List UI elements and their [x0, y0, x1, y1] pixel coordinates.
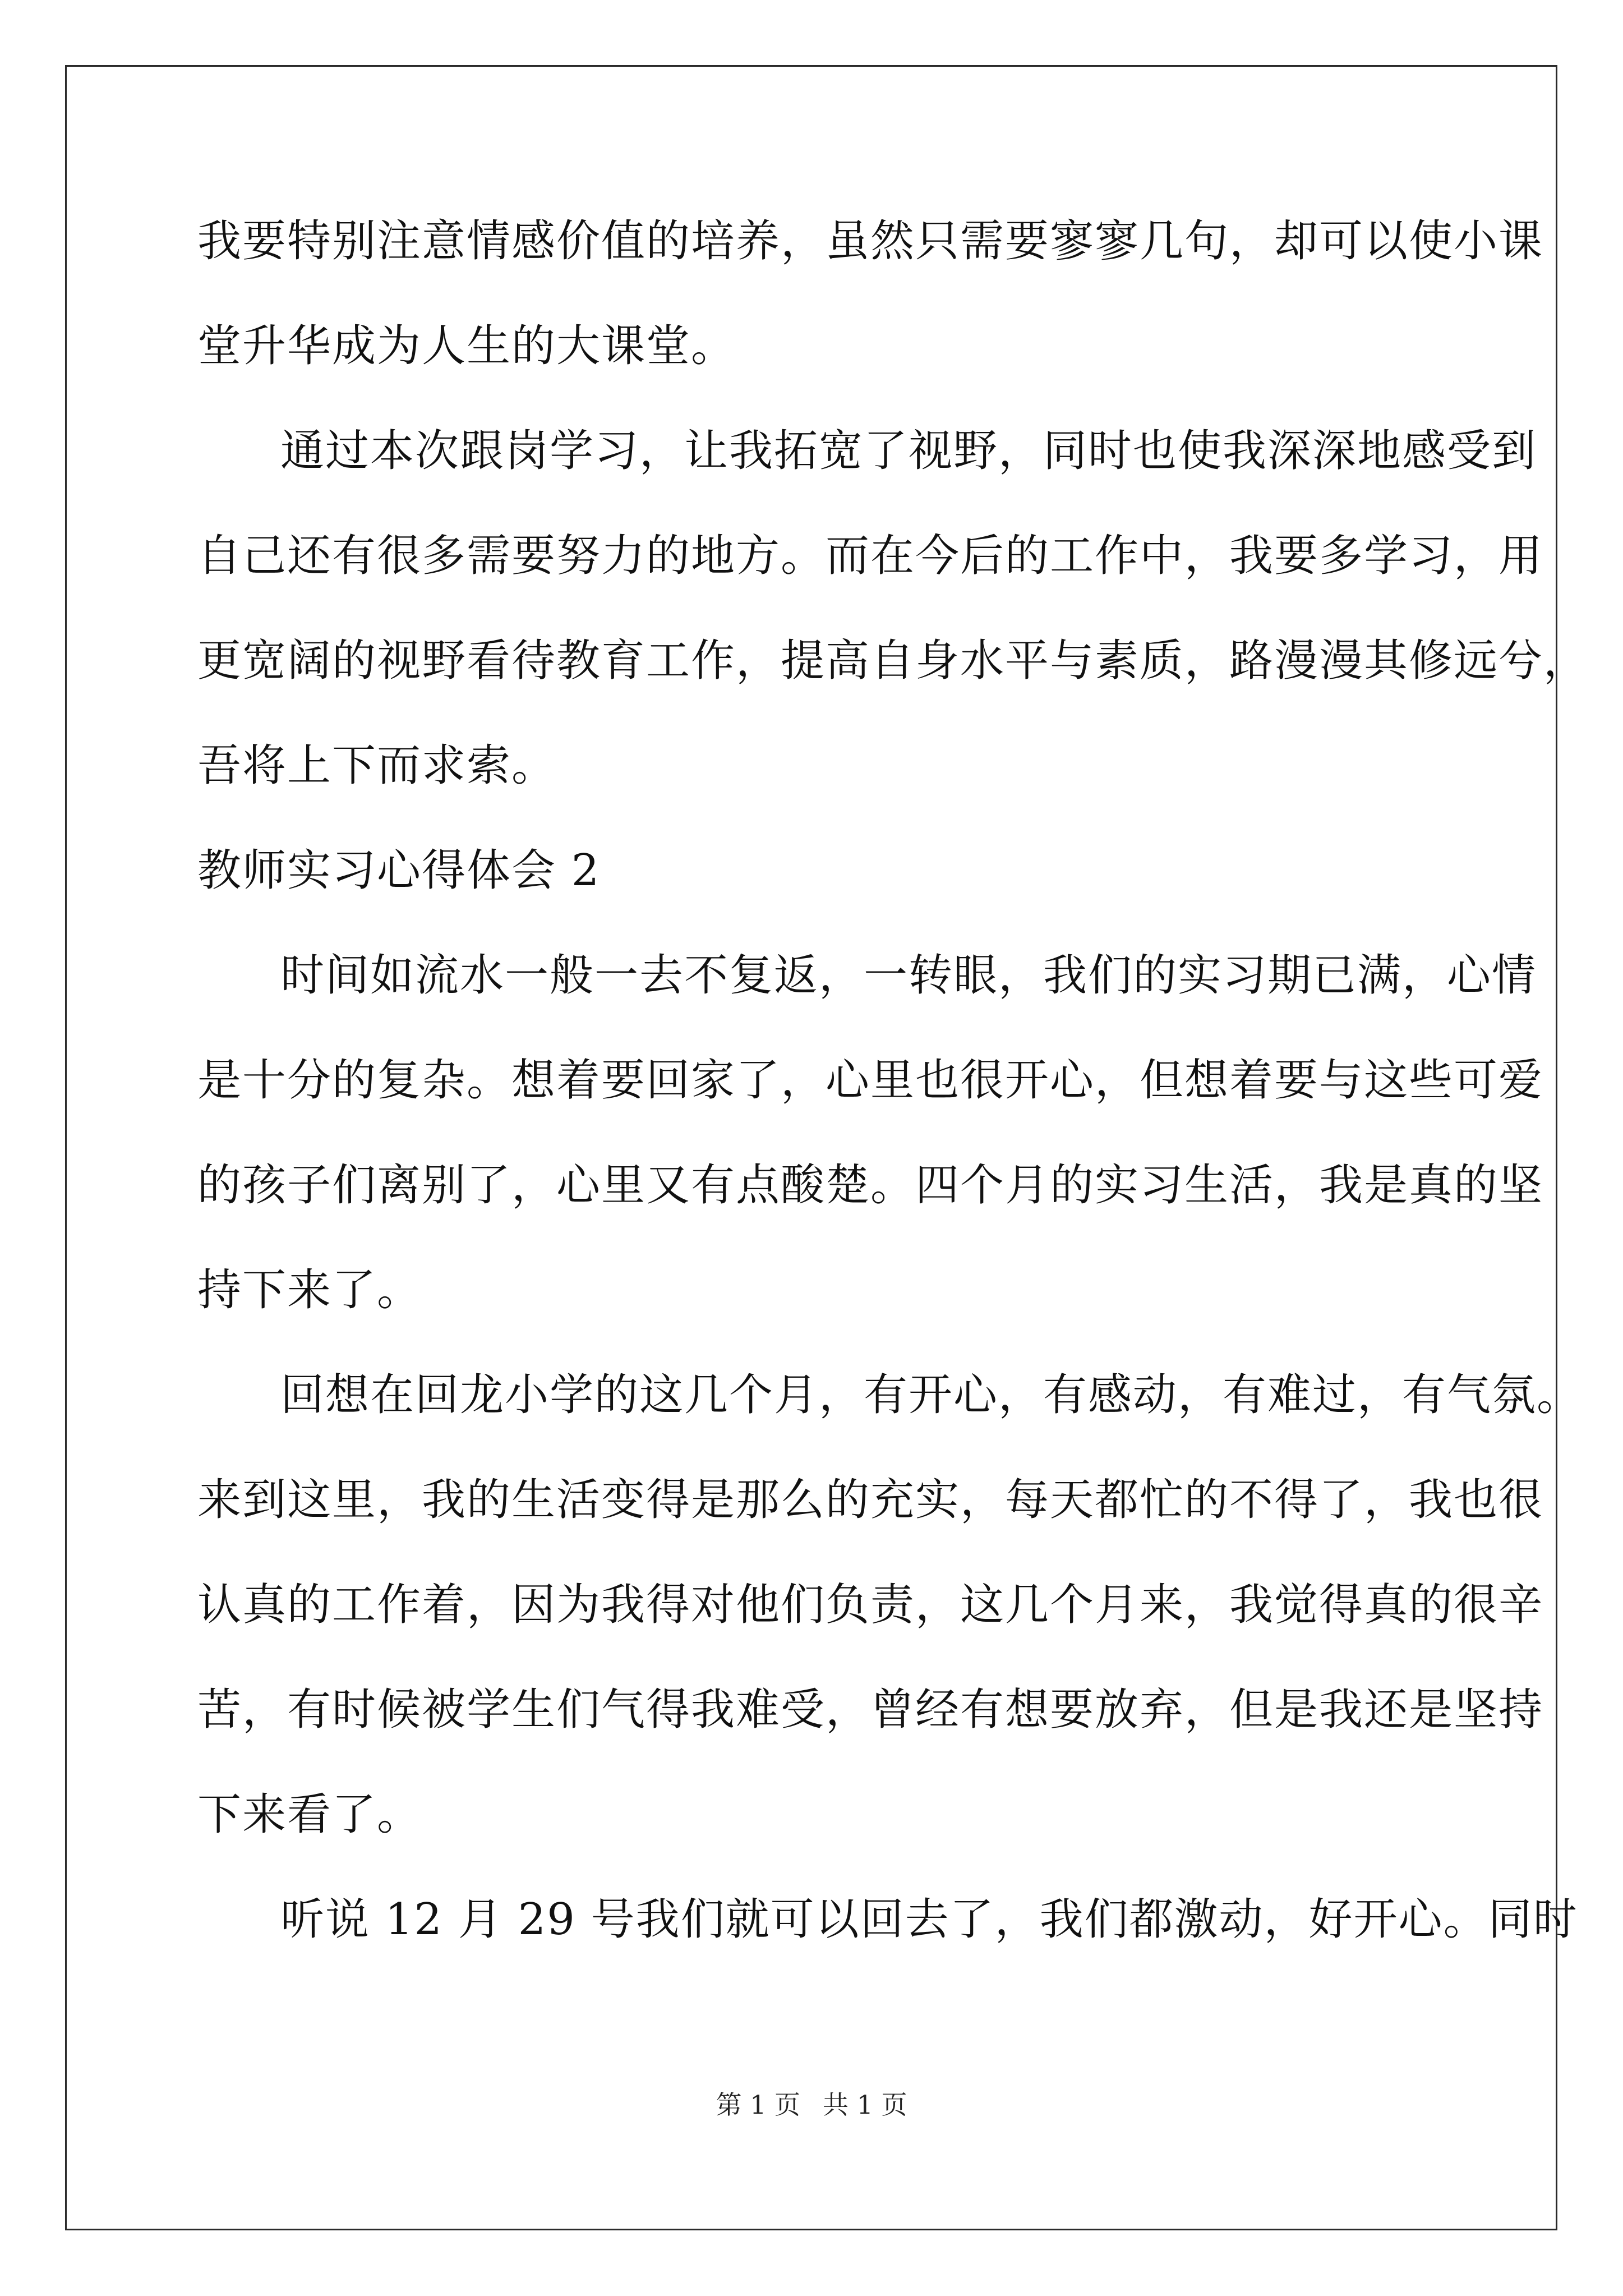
body-line: 自己还有很多需要努力的地方。而在今后的工作中，我要多学习，用: [197, 531, 1544, 581]
body-line: 更宽阔的视野看待教育工作，提高自身水平与素质，路漫漫其修远兮，: [197, 636, 1589, 686]
page-number: 第 1 页: [716, 2090, 800, 2120]
paragraph-start-line: 通过本次跟岗学习，让我拓宽了视野，同时也使我深深地感受到: [280, 426, 1537, 476]
body-line: 下来看了。: [197, 1789, 422, 1840]
body-line: 吾将上下而求索。: [197, 740, 557, 791]
body-line: 持下来了。: [197, 1265, 422, 1315]
body-line: 的孩子们离别了，心里又有点酸楚。四个月的实习生活，我是真的坚: [197, 1160, 1544, 1211]
body-line: 认真的工作着，因为我得对他们负责，这几个月来，我觉得真的很辛: [197, 1580, 1544, 1630]
paragraph-start-line: 时间如流水一般一去不复返，一转眼，我们的实习期已满，心情: [280, 950, 1537, 1001]
body-line: 堂升华成为人生的大课堂。: [197, 321, 736, 371]
paragraph-start-line: 回想在回龙小学的这几个月，有开心，有感动，有难过，有气氛。: [280, 1370, 1582, 1420]
body-line: 我要特别注意情感价值的培养，虽然只需要寥寥几句，却可以使小课: [197, 216, 1544, 266]
body-line: 苦，有时候被学生们气得我难受，曾经有想要放弃，但是我还是坚持: [197, 1685, 1544, 1735]
body-line: 是十分的复杂。想着要回家了，心里也很开心，但想着要与这些可爱: [197, 1055, 1544, 1106]
paragraph-start-line: 听说 12 月 29 号我们就可以回去了，我们都激动，好开心。同时: [280, 1894, 1578, 1945]
body-line: 来到这里，我的生活变得是那么的充实，每天都忙的不得了，我也很: [197, 1475, 1544, 1525]
page-total: 共 1 页: [823, 2090, 907, 2120]
section-heading: 教师实习心得体会 2: [197, 845, 601, 896]
page-footer: [0, 2088, 1623, 2122]
